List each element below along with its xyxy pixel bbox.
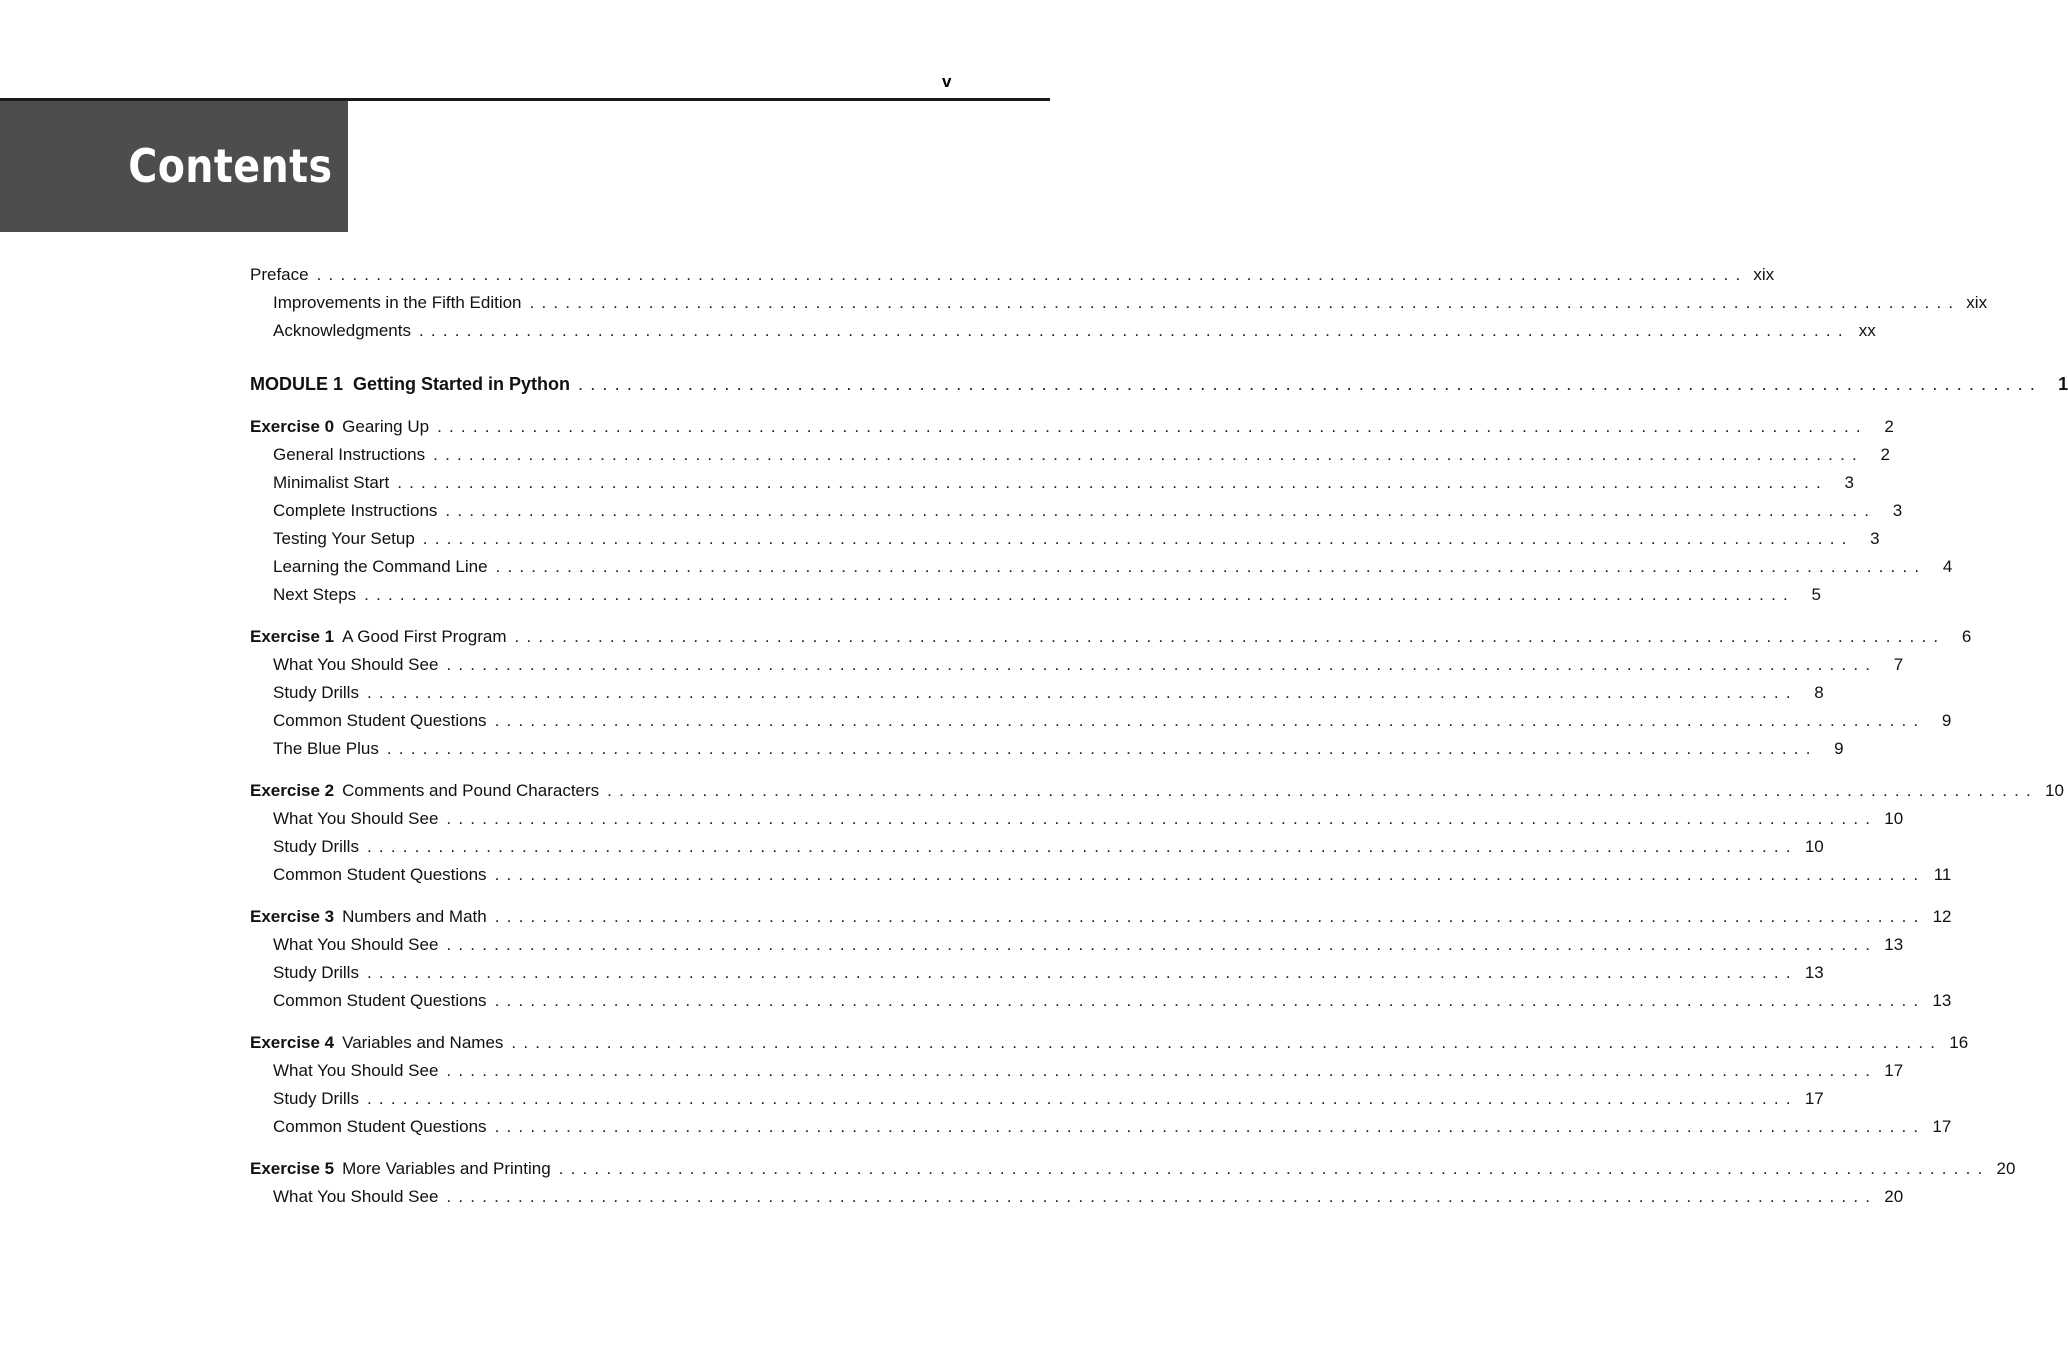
toc-subentry[interactable] [250, 441, 1890, 469]
exercise-number: Exercise 2 [250, 781, 335, 800]
dot-leader: ........................................................................................................................ [494, 991, 1926, 1010]
toc-entry-exercise-1[interactable] [250, 623, 1972, 651]
toc-entry-module-1[interactable] [250, 369, 2068, 399]
toc-entry-page: 17 [1932, 1117, 1952, 1136]
toc-entry-improvements[interactable] [250, 289, 1988, 317]
toc-subentry[interactable] [250, 805, 1904, 833]
dot-leader: ........................................................................................................................ [446, 655, 1878, 674]
exercise-title: Comments and Pound Characters [342, 781, 600, 800]
toc-entry-page: 12 [1932, 907, 1952, 926]
exercise-number: Exercise 1 [250, 627, 335, 646]
toc-entry-page: 6 [1961, 627, 1972, 646]
toc-subentry[interactable] [250, 861, 1952, 889]
dot-leader: ........................................................................................................................ [446, 1061, 1878, 1080]
toc-subentry[interactable] [250, 1085, 1824, 1113]
exercise-title: Gearing Up [342, 417, 430, 436]
toc-subentry[interactable] [250, 1183, 1904, 1211]
exercise-title: Variables and Names [342, 1033, 504, 1052]
toc-entry-label: Study Drills [273, 963, 359, 982]
toc-entry-label: Common Student Questions [273, 711, 487, 730]
toc-module-label: MODULE 1 Getting Started in Python [250, 374, 571, 394]
exercise-title: Numbers and Math [342, 907, 487, 926]
dot-leader: ........................................................................................................................ [445, 501, 1877, 520]
toc-entry-page: 20 [1996, 1159, 2016, 1178]
toc-entry-page: 8 [1814, 683, 1824, 702]
dot-leader: ........................................................................................................................ [446, 809, 1878, 828]
exercise-title: More Variables and Printing [342, 1159, 551, 1178]
toc-entry-page: 13 [1884, 935, 1904, 954]
toc-entry-label: Learning the Command Line [273, 557, 488, 576]
toc-entry-exercise-3[interactable] [250, 903, 1952, 931]
toc-entry-page: 17 [1884, 1061, 1904, 1080]
page-number: v [942, 72, 952, 91]
toc-entry-page: 3 [1844, 473, 1854, 492]
toc-entry-label: Common Student Questions [273, 991, 487, 1010]
dot-leader: ........................................................................................................................ [495, 557, 1927, 576]
toc-entry-label: Acknowledgments [273, 321, 411, 340]
toc-entry-label: What You Should See [273, 809, 439, 828]
table-of-contents [250, 261, 2068, 1211]
dot-leader: ........................................................................................................................ [397, 473, 1828, 492]
toc-entry-page: 10 [1804, 837, 1824, 856]
dot-leader: ........................................................................................................................ [366, 963, 1798, 982]
dot-leader: ........................................................................................................................ [366, 1089, 1798, 1108]
toc-entry-page: 1 [2058, 374, 2068, 394]
toc-entry-page: 13 [1804, 963, 1824, 982]
toc-entry-label: Improvements in the Fifth Edition [273, 293, 522, 312]
toc-entry-page: 3 [1892, 501, 1903, 520]
toc-entry-page: 13 [1932, 991, 1952, 1010]
toc-entry-page: 5 [1811, 585, 1821, 604]
dot-leader: ........................................................................................................................ [494, 711, 1926, 730]
toc-subentry[interactable] [250, 581, 1821, 609]
dot-leader: ........................................................................................................................ [514, 627, 1946, 646]
toc-subentry[interactable] [250, 1057, 1904, 1085]
title-block [0, 101, 348, 232]
toc-entry-label: The Blue Plus [273, 739, 379, 758]
toc-entry-page: xx [1858, 321, 1876, 340]
toc-entry-label: What You Should See [273, 935, 439, 954]
toc-entry-page: 7 [1893, 655, 1904, 674]
toc-entry-acknowledgments[interactable] [250, 317, 1876, 345]
dot-leader: ........................................................................................................................ [578, 374, 2043, 394]
exercise-title: A Good First Program [342, 627, 507, 646]
toc-entry-label: Study Drills [273, 683, 359, 702]
exercise-number: Exercise 4 [250, 1033, 335, 1052]
dot-leader: ........................................................................................................................ [446, 1187, 1878, 1206]
toc-subentry[interactable] [250, 833, 1824, 861]
toc-entry-label: Study Drills [273, 837, 359, 856]
dot-leader: ........................................................................................................................ [366, 683, 1798, 702]
toc-entry-label: Common Student Questions [273, 1117, 487, 1136]
toc-entry-label: What You Should See [273, 1061, 439, 1080]
toc-entry-preface[interactable] [250, 261, 1775, 289]
toc-entry-page: 20 [1884, 1187, 1904, 1206]
dot-leader: ........................................................................................................................ [386, 739, 1818, 758]
toc-entry-label: Minimalist Start [273, 473, 390, 492]
dot-leader: ........................................................................................................................ [366, 837, 1798, 856]
toc-subentry[interactable] [250, 707, 1952, 735]
toc-subentry[interactable] [250, 497, 1903, 525]
dot-leader: ........................................................................................................................ [607, 781, 2038, 800]
dot-leader: ........................................................................................................................ [494, 1117, 1926, 1136]
toc-subentry[interactable] [250, 651, 1904, 679]
page-title: Contents [127, 139, 332, 193]
toc-entry-label: What You Should See [273, 1187, 439, 1206]
dot-leader: ........................................................................................................................ [364, 585, 1795, 604]
toc-entry-label: What You Should See [273, 655, 439, 674]
toc-entry-page: 9 [1834, 739, 1844, 758]
toc-entry-label: Common Student Questions [273, 865, 487, 884]
toc-subentry[interactable] [250, 469, 1854, 497]
exercise-number: Exercise 5 [250, 1159, 335, 1178]
dot-leader: ........................................................................................................................ [437, 417, 1868, 436]
toc-entry-exercise-4[interactable] [250, 1029, 1969, 1057]
toc-entry-page: 16 [1949, 1033, 1969, 1052]
dot-leader: ........................................................................................................................ [529, 293, 1961, 312]
toc-entry-page: 4 [1942, 557, 1953, 576]
toc-entry-label: Study Drills [273, 1089, 359, 1108]
toc-subentry[interactable] [250, 525, 1880, 553]
dot-leader: ........................................................................................................................ [316, 265, 1748, 284]
dot-leader: ........................................................................................................................ [511, 1033, 1943, 1052]
toc-entry-page: 2 [1880, 445, 1890, 464]
toc-entry-label: Testing Your Setup [273, 529, 415, 548]
toc-entry-exercise-0[interactable] [250, 413, 1894, 441]
toc-entry-page: 17 [1804, 1089, 1824, 1108]
exercise-number: Exercise 0 [250, 417, 335, 436]
toc-entry-label: Preface [250, 265, 309, 284]
toc-entry-exercise-2[interactable] [250, 777, 2064, 805]
toc-subentry[interactable] [250, 931, 1904, 959]
toc-entry-label: Complete Instructions [273, 501, 438, 520]
dot-leader: ........................................................................................................................ [494, 865, 1926, 884]
toc-entry-page: xix [1753, 265, 1775, 284]
toc-entry-label: Next Steps [273, 585, 357, 604]
toc-subentry[interactable] [250, 959, 1824, 987]
dot-leader: ........................................................................................................................ [558, 1159, 1990, 1178]
toc-entry-page: 11 [1933, 865, 1952, 884]
dot-leader: ........................................................................................................................ [418, 321, 1850, 340]
dot-leader: ........................................................................................................................ [446, 935, 1878, 954]
toc-entry-exercise-5[interactable] [250, 1155, 2016, 1183]
dot-leader: ........................................................................................................................ [494, 907, 1926, 926]
toc-entry-page: 9 [1941, 711, 1952, 730]
toc-entry-page: 10 [2045, 781, 2064, 800]
toc-entry-label: General Instructions [273, 445, 426, 464]
toc-entry-page: 10 [1884, 809, 1904, 828]
toc-entry-page: 2 [1884, 417, 1894, 436]
toc-subentry[interactable] [250, 553, 1953, 581]
toc-entry-page: xix [1966, 293, 1988, 312]
toc-subentry[interactable] [250, 1113, 1952, 1141]
toc-subentry[interactable] [250, 679, 1824, 707]
toc-subentry[interactable] [250, 987, 1952, 1015]
dot-leader: ........................................................................................................................ [433, 445, 1864, 464]
dot-leader: ........................................................................................................................ [422, 529, 1854, 548]
toc-entry-page: 3 [1870, 529, 1880, 548]
toc-subentry[interactable] [250, 735, 1844, 763]
exercise-number: Exercise 3 [250, 907, 335, 926]
